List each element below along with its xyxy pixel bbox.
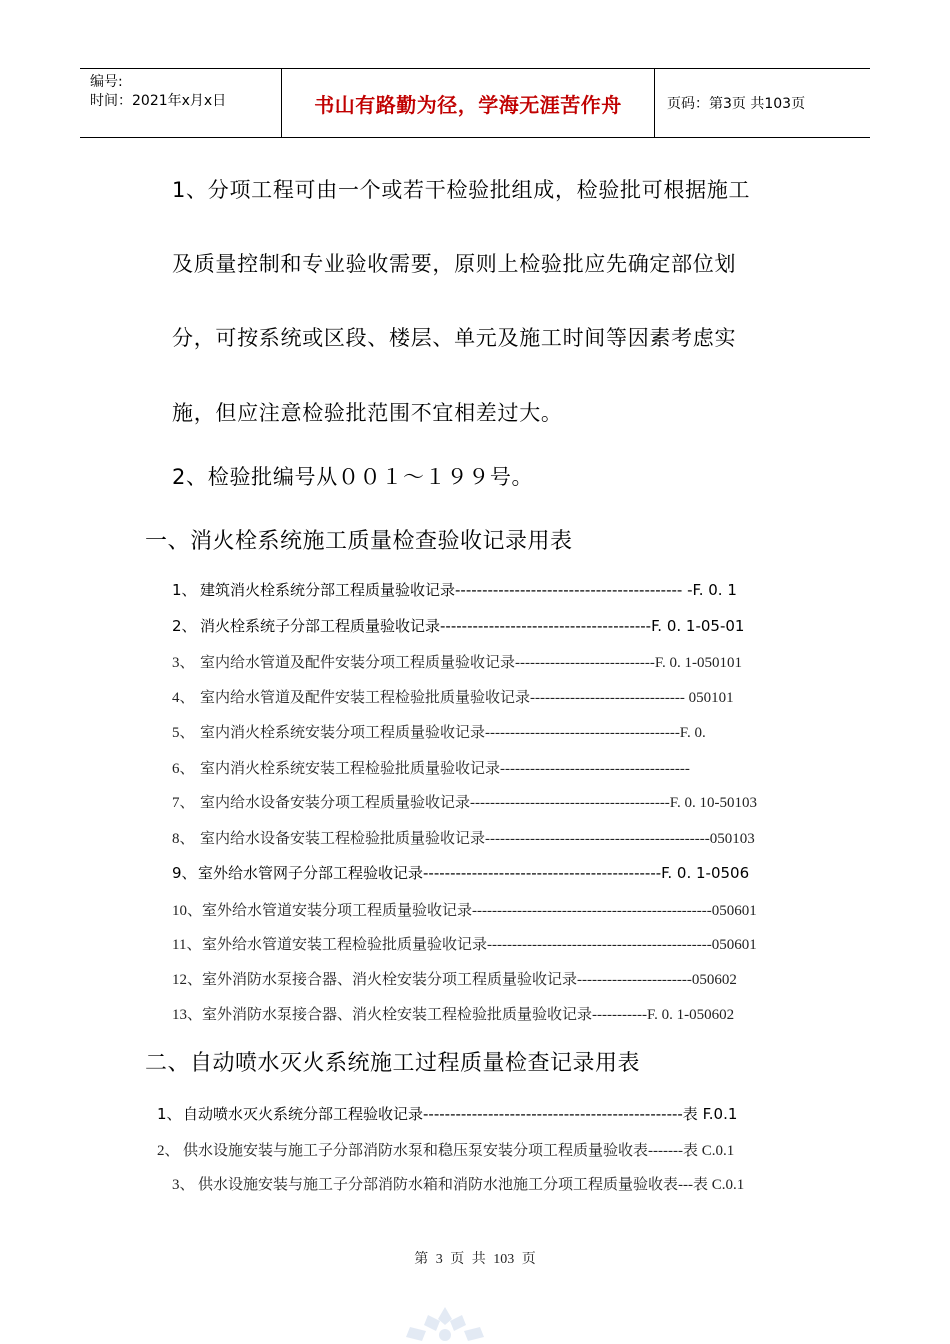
- toc-index: 5、: [172, 725, 195, 741]
- toc-index: 6、: [172, 761, 195, 777]
- toc-text: 消火栓系统子分部工程质量验收记录---------------------------------------F. 0. 1-05-01: [200, 617, 745, 635]
- toc-item: [172, 827, 755, 848]
- toc-text: 室内消火栓系统安装工程检验批质量验收记录--------------------------------------: [200, 761, 690, 777]
- toc-index: 7、: [172, 795, 195, 811]
- document-time: 时间：2021年x月x日: [90, 93, 227, 109]
- toc-item: [172, 686, 734, 707]
- intro-line: 分，可按系统或区段、楼层、单元及施工时间等因素考虑实: [172, 326, 737, 350]
- intro-line: 2、检验批编号从００１～１９９号。: [172, 465, 534, 489]
- toc-text: 建筑消火栓系统分部工程质量验收记录------------------------------------------ -F. 0. 1: [200, 581, 737, 599]
- page-footer: 第 3 页 共 103 页: [414, 1252, 536, 1267]
- document-number-label: 编号:: [90, 74, 123, 90]
- toc-item: [172, 757, 690, 778]
- intro-line: 1、分项工程可由一个或若干检验批组成，检验批可根据施工: [172, 178, 751, 202]
- intro-line: 及质量控制和专业验收需要，原则上检验批应先确定部位划: [172, 252, 737, 276]
- section-heading: 二、自动喷水灭火系统施工过程质量检查记录用表: [145, 1051, 641, 1076]
- section-heading: 一、消火栓系统施工质量检查验收记录用表: [145, 529, 573, 554]
- toc-text: 室内给水管道及配件安装分项工程质量验收记录----------------------------F. 0. 1-050101: [200, 655, 743, 671]
- toc-index: 11、: [172, 937, 202, 953]
- toc-text: 室内给水设备安装工程检验批质量验收记录---------------------------------------------050103: [200, 831, 755, 847]
- toc-text: 室外给水管网子分部工程验收记录--------------------------------------------F. 0. 1-0506: [198, 864, 750, 882]
- toc-item: [172, 615, 744, 636]
- toc-text: 自动喷水灭火系统分部工程验收记录------------------------------------------------表 F.0.1: [183, 1105, 738, 1123]
- toc-item: [172, 899, 757, 920]
- toc-index: 9、: [172, 864, 197, 882]
- toc-text: 室外给水管道安装工程检验批质量验收记录---------------------------------------------050601: [202, 937, 757, 953]
- toc-item: [172, 721, 706, 742]
- motto-text: 书山有路勤为径，学海无涯苦作舟: [314, 92, 622, 117]
- toc-item: [172, 1173, 744, 1194]
- toc-text: 室内给水管道及配件安装工程检验批质量验收记录------------------------------- 050101: [200, 690, 734, 706]
- toc-index: 1、: [157, 1105, 182, 1123]
- toc-item: [172, 651, 742, 672]
- toc-index: 1、: [172, 581, 197, 599]
- toc-item: [172, 933, 757, 954]
- page-info-text: 页码：第3页 共103页: [667, 96, 806, 112]
- toc-index: 12、: [172, 972, 203, 988]
- toc-text: 室外消防水泵接合器、消火栓安装分项工程质量验收记录-----------------------050602: [202, 972, 737, 988]
- toc-text: 供水设施安装与施工子分部消防水泵和稳压泵安装分项工程质量验收表-------表 C.0.1: [183, 1143, 735, 1159]
- intro-line: 施，但应注意检验批范围不宜相差过大。: [172, 401, 563, 425]
- toc-text: 供水设施安装与施工子分部消防水箱和消防水池施工分项工程质量验收表---表 C.0.1: [198, 1177, 745, 1193]
- toc-text: 室外消防水泵接合器、消火栓安装工程检验批质量验收记录-----------F. 0. 1-050602: [202, 1007, 735, 1023]
- toc-text: 室内消火栓系统安装分项工程质量验收记录---------------------------------------F. 0.: [200, 725, 706, 741]
- watermark-logo-icon: [390, 1305, 500, 1344]
- toc-text: 室外给水管道安装分项工程质量验收记录------------------------------------------------050601: [202, 903, 757, 919]
- header-page-info: [655, 69, 870, 137]
- toc-index: 10、: [172, 903, 203, 919]
- toc-index: 2、: [172, 617, 197, 635]
- header-motto: [282, 69, 655, 137]
- toc-index: 13、: [172, 1007, 203, 1023]
- header-meta: [80, 69, 282, 137]
- toc-item: [172, 579, 737, 600]
- toc-item: [172, 791, 757, 812]
- toc-item: [172, 968, 737, 989]
- toc-item: [157, 1103, 737, 1124]
- toc-index: 8、: [172, 831, 195, 847]
- toc-index: 3、: [172, 655, 195, 671]
- page-header: [80, 68, 870, 138]
- toc-index: 2、: [157, 1143, 180, 1159]
- toc-item: [172, 862, 749, 883]
- toc-index: 3、: [172, 1177, 195, 1193]
- toc-text: 室内给水设备安装分项工程质量验收记录----------------------------------------F. 0. 10-50103: [200, 795, 757, 811]
- toc-item: [172, 1003, 734, 1024]
- toc-item: [157, 1139, 734, 1160]
- toc-index: 4、: [172, 690, 195, 706]
